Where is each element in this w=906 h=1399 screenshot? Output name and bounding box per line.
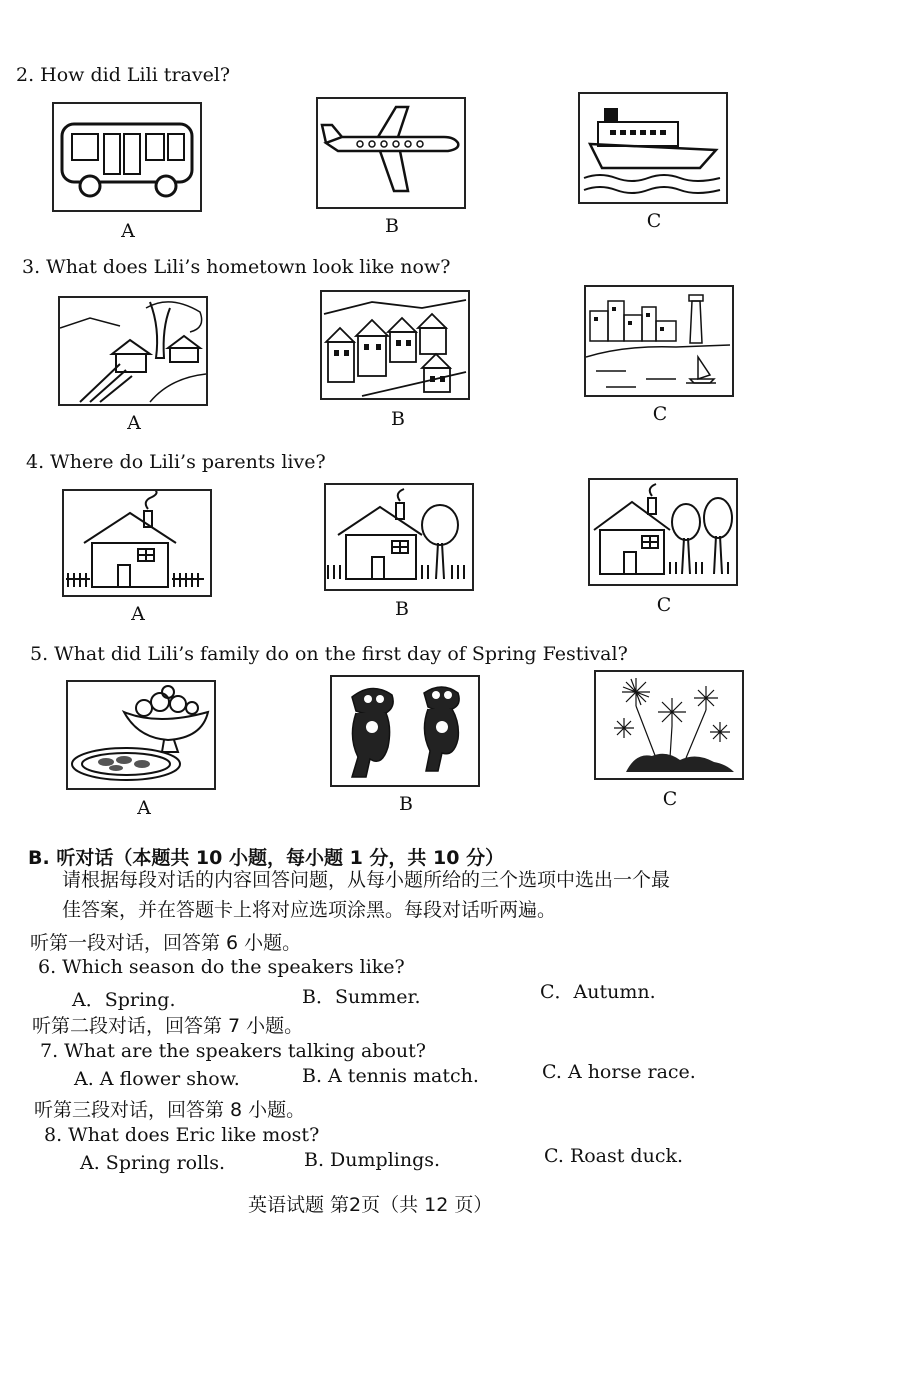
dialogue-1-intro: 听第一段对话，回答第 6 小题。 [30,932,302,954]
question-8-prompt: 8. What does Eric like most? [44,1124,320,1146]
option-5b-letter: B [399,793,413,815]
part-b-instruction-line1: 请根据每段对话的内容回答问题，从每小题所给的三个选项中选出一个最 [62,869,671,891]
option-4c-letter: C [656,594,672,616]
option-4b-picture [324,483,474,591]
question-6-option-a[interactable]: A．Spring. [72,989,176,1011]
question-5-prompt: 5. What did Lili’s family do on the first day of Spring Festival? [30,643,628,665]
question-8-option-c[interactable]: C. Roast duck. [544,1145,684,1167]
option-3b-letter: B [391,408,405,430]
option-3c-letter: C [652,403,668,425]
question-6-option-c[interactable]: C．Autumn. [540,981,656,1003]
house-two-trees-icon [590,480,736,584]
option-4c-picture [588,478,738,586]
question-6-prompt: 6. Which season do the speakers like? [38,956,405,978]
option-2a-picture [52,102,202,212]
dialogue-2-intro: 听第二段对话，回答第 7 小题。 [32,1015,304,1037]
option-5a-letter: A [137,797,151,819]
dialogue-3-intro: 听第三段对话，回答第 8 小题。 [34,1099,306,1121]
option-4a-picture [62,489,212,597]
option-3c-picture [584,285,734,397]
option-4a-letter: A [131,603,145,625]
option-2b-letter: B [385,215,399,237]
question-3-prompt: 3. What does Lili’s hometown look like now? [22,256,451,278]
option-5c-letter: C [662,788,678,810]
question-2-prompt: 2. How did Lili travel? [16,64,231,86]
question-6-option-b[interactable]: B．Summer. [302,986,421,1008]
bus-icon [54,104,200,210]
option-2c-picture [578,92,728,204]
question-8-option-a[interactable]: A. Spring rolls. [80,1152,226,1174]
option-2a-letter: A [121,220,135,242]
question-8-option-b[interactable]: B. Dumplings. [304,1149,441,1171]
page-footer: 英语试题 第2页（共 12 页） [248,1194,493,1216]
house-one-tree-icon [326,485,472,589]
option-2b-picture [316,97,466,209]
airplane-icon [318,99,464,207]
town-buildings-icon [322,292,468,398]
option-5b-picture [330,675,480,787]
fireworks-icon [596,672,742,778]
part-b-instruction-line2: 佳答案，并在答题卡上将对应选项涂黑。每段对话听两遍。 [62,899,557,921]
part-b-heading: B. 听对话（本题共 10 小题，每小题 1 分，共 10 分） [28,847,505,869]
option-3a-letter: A [127,412,141,434]
option-2c-letter: C [646,210,662,232]
option-5a-picture [66,680,216,790]
option-4b-letter: B [395,598,409,620]
coastal-city-icon [586,287,732,395]
question-4-prompt: 4. Where do Lili’s parents live? [26,451,326,473]
question-7-option-b[interactable]: B. A tennis match. [302,1065,479,1087]
countryside-icon [60,298,206,404]
option-3b-picture [320,290,470,400]
option-3a-picture [58,296,208,406]
house-icon [64,491,210,595]
question-7-option-a[interactable]: A. A flower show. [74,1068,240,1090]
question-7-option-c[interactable]: C. A horse race. [542,1061,696,1083]
festive-food-icon [68,682,214,788]
option-5c-picture [594,670,744,780]
ship-icon [580,94,726,202]
lion-dance-icon [332,677,478,785]
question-7-prompt: 7. What are the speakers talking about? [40,1040,426,1062]
